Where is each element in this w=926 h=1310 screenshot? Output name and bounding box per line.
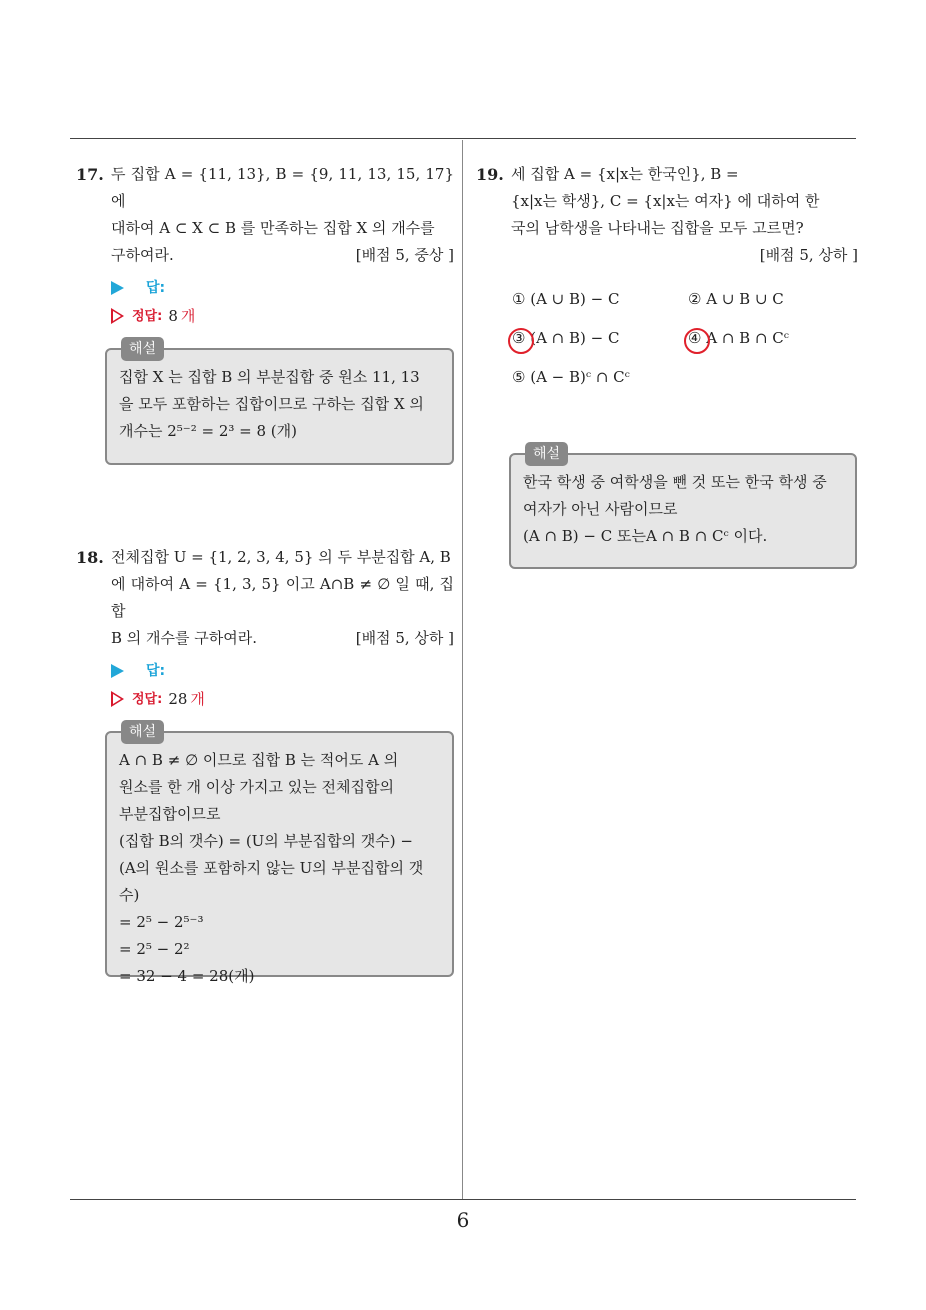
- column-divider: [462, 140, 463, 1200]
- problem-number: 18.: [76, 548, 104, 567]
- problem-line: 국의 남학생을 나타내는 집합을 모두 고르면?: [511, 219, 804, 237]
- choice-3[interactable]: [512, 329, 619, 347]
- solution-line: (집합 B의 갯수) = (U의 부분집합의 갯수) −: [119, 832, 413, 850]
- solution-box-18: [105, 724, 454, 985]
- solution-line: 부분집합이므로: [119, 805, 221, 823]
- correct-answer-line: [111, 686, 454, 712]
- solution-tag: 해설: [121, 337, 164, 361]
- problem-number: 19.: [476, 165, 504, 184]
- solution-line: = 2⁵ − 2⁵⁻³: [119, 913, 204, 931]
- problem-19: [476, 161, 858, 269]
- choice-2[interactable]: [688, 290, 784, 308]
- top-rule: [70, 138, 856, 139]
- choice-1[interactable]: [512, 290, 619, 308]
- correct-answer-line: [111, 303, 454, 329]
- problem-text: [511, 161, 858, 269]
- problem-text: [111, 161, 454, 269]
- choice-text: ② A ∪ B ∪ C: [688, 290, 784, 308]
- play-triangle-icon: [111, 281, 124, 295]
- choice-text: ④ A ∩ B ∩ Cᶜ: [688, 329, 789, 347]
- answer-label: 답:: [146, 662, 166, 679]
- solution-box-17: [105, 341, 454, 465]
- score-label: [배점 5, 중상 ]: [355, 246, 454, 264]
- problem-line: {x|x는 학생}, C = {x|x는 여자} 에 대하여 한: [511, 192, 820, 210]
- solution-line: 원소를 한 개 이상 가지고 있는 전체집합의: [119, 778, 394, 796]
- problem-line: [111, 625, 454, 652]
- choice-text: ① (A ∪ B) − C: [512, 290, 620, 308]
- problem-line: [111, 242, 454, 269]
- choice-4[interactable]: [688, 329, 789, 347]
- answer-label: 답:: [146, 279, 166, 296]
- correct-label: 정답:: [132, 691, 163, 707]
- page-number: 6: [456, 1208, 470, 1232]
- solution-line: 한국 학생 중 여학생을 뺀 것 또는 한국 학생 중: [523, 473, 827, 491]
- problem-text: [111, 544, 454, 652]
- outline-triangle-icon: [111, 308, 124, 324]
- outline-triangle-icon: [111, 691, 124, 707]
- solution-line: = 32 − 4 = 28(개): [119, 967, 255, 985]
- problem-number: 17.: [76, 165, 104, 184]
- problem-line: 대하여 A ⊂ X ⊂ B 를 만족하는 집합 X 의 개수를: [111, 219, 435, 237]
- score-label: [배점 5, 상하 ]: [355, 629, 454, 647]
- answer-line[interactable]: [111, 275, 454, 301]
- solution-line: 여자가 아닌 사람이므로: [523, 500, 678, 518]
- problem-18: [76, 544, 454, 712]
- bottom-rule: [70, 1199, 856, 1200]
- problem-line: 에 대하여 A = {1, 3, 5} 이고 A∩B ≠ ∅ 일 때, 집합: [111, 575, 454, 620]
- problem-line-text: B 의 개수를 구하여라.: [111, 629, 258, 647]
- answer-line[interactable]: [111, 658, 454, 684]
- correct-value: 28: [168, 689, 188, 708]
- problem-line: 두 집합 A = {11, 13}, B = {9, 11, 13, 15, 17} 에: [111, 165, 454, 210]
- solution-line: 집합 X 는 집합 B 의 부분집합 중 원소 11, 13: [119, 368, 420, 386]
- solution-line: A ∩ B ≠ ∅ 이므로 집합 B 는 적어도 A 의: [119, 751, 399, 769]
- problem-line: 전체집합 U = {1, 2, 3, 4, 5} 의 두 부분집합 A, B: [111, 548, 451, 566]
- play-triangle-icon: [111, 664, 124, 678]
- solution-line: 개수는 2⁵⁻² = 2³ = 8 (개): [119, 422, 297, 440]
- correct-unit: 개: [180, 306, 196, 325]
- mark-circle-icon: [684, 328, 710, 354]
- solution-tag: 해설: [121, 720, 164, 744]
- problem-line: 세 집합 A = {x|x는 한국인}, B =: [511, 165, 739, 183]
- solution-line: = 2⁵ − 2²: [119, 940, 190, 958]
- solution-line: (A ∩ B) − C 또는A ∩ B ∩ Cᶜ 이다.: [523, 527, 768, 545]
- solution-line: (A의 원소를 포함하지 않는 U의 부분집합의 갯수): [119, 859, 424, 904]
- solution-box-19: [509, 446, 857, 569]
- problem-17: [76, 161, 454, 329]
- choice-5[interactable]: [512, 368, 630, 386]
- choice-text: ⑤ (A − B)ᶜ ∩ Cᶜ: [512, 368, 630, 386]
- problem-line-text: 구하여라.: [111, 246, 174, 264]
- score-label: [배점 5, 상하 ]: [759, 246, 858, 264]
- correct-unit: 개: [190, 689, 205, 708]
- mark-circle-icon: [508, 328, 534, 354]
- solution-tag: 해설: [525, 442, 568, 466]
- choice-text: ③ (A ∩ B) − C: [512, 329, 620, 347]
- solution-line: 을 모두 포함하는 집합이므로 구하는 집합 X 의: [119, 395, 424, 413]
- correct-value: 8: [168, 306, 178, 325]
- correct-label: 정답:: [132, 308, 163, 324]
